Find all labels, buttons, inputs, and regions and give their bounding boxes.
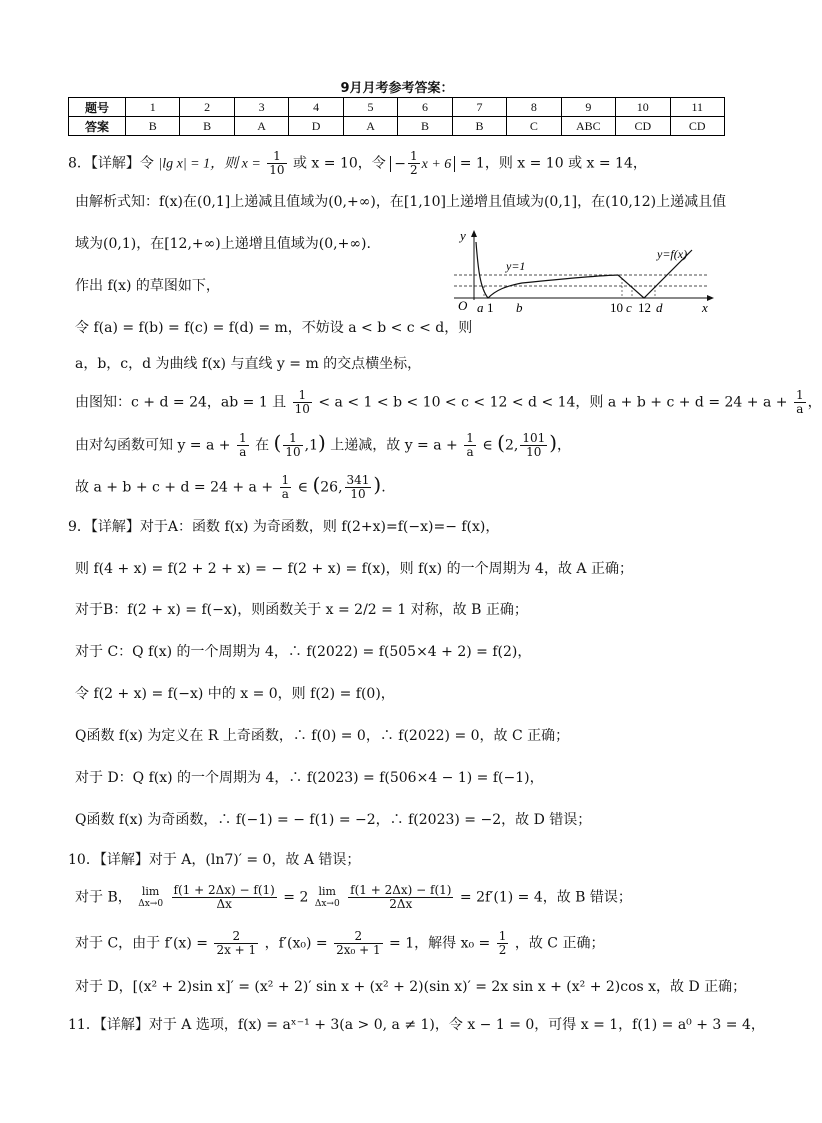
answer-cell: A	[234, 117, 288, 136]
function-sketch-graph	[452, 228, 717, 318]
tick-c: c	[626, 300, 632, 315]
y-axis-arrow	[471, 230, 477, 237]
answer-cell: B	[452, 117, 506, 136]
question-number-cell: 3	[234, 98, 288, 117]
q9-line-3: 对于B：f(2 + x) = f(−x)，则函数关于 x = 2/2 = 1 对称，故 B 正确；	[75, 602, 528, 618]
tick-a: a	[477, 300, 484, 315]
question-number-cell: 2	[180, 98, 234, 117]
q9-line-6: Q函数 f(x) 为定义在 R 上奇函数，∴ f(0) = 0，∴ f(2022) = 0，故 C 正确；	[75, 728, 570, 744]
question-number-cell: 9	[561, 98, 615, 117]
q8-line-7: 由图知：c + d = 24，ab = 1 且 $\frac{1}{10}$ < a < 1 < b < 10 < c < 12 < d < 14，则 a + b + c + d = 24 + a + $\frac{1}{a}$ ，	[75, 388, 822, 416]
fraction: $\frac{1}{10}$	[269, 149, 285, 177]
q8-line-5: 令 f(a) = f(b) = f(c) = f(d) = m，不妨设 a < b < c < d，则	[75, 320, 473, 336]
question-number-cell: 10	[616, 98, 670, 117]
page-title: 9月月考参考答案：	[340, 81, 454, 96]
q8-line-2: 由解析式知：f(x)在(0,1]上递减且值域为(0,+∞)，在[1,10]上递增且值域为(0,1]，在(10,12)上递减且值	[75, 194, 727, 210]
tick-10: 10	[610, 300, 623, 315]
q11-line-1: 11．【详解】对于 A 选项，f(x) = aˣ⁻¹ + 3(a > 0, a ≠ 1)，令 x − 1 = 0，可得 x = 1，f(1) = a⁰ + 3 = 4，	[68, 1017, 765, 1033]
answer-cell: B	[398, 117, 452, 136]
row-label-answer: 答案	[69, 117, 126, 136]
line-label: y=1	[506, 259, 526, 273]
row-label-question: 题号	[69, 98, 126, 117]
y-axis-label: y	[460, 228, 466, 243]
q10-line-2: 对于 B， lim Δx→0 $\frac{f(1 + 2\Delta x) - f(1)}{\Delta x}$ = 2 lim Δx→0 $\frac{f(1 + 2\Delta x) - f(1)}{2\Delta x}$ = 2f′(1) = 4，故 B 错误；	[75, 883, 632, 911]
answer-cell: A	[343, 117, 397, 136]
q8-line-4: 作出 f(x) 的草图如下，	[75, 278, 220, 294]
q9-line-8: Q函数 f(x) 为奇函数，∴ f(−1) = − f(1) = −2，∴ f(2023) = −2，故 D 错误；	[75, 812, 592, 828]
answer-cell: B	[126, 117, 180, 136]
question-number-cell: 11	[670, 98, 724, 117]
answer-table	[68, 97, 725, 136]
tick-1: 1	[487, 300, 494, 315]
q9-line-2: 则 f(4 + x) = f(2 + 2 + x) = − f(2 + x) = f(x)，则 f(x) 的一个周期为 4，故 A 正确；	[75, 561, 633, 577]
question-number-row	[69, 98, 725, 117]
x-axis-arrow	[707, 295, 714, 301]
answer-row	[69, 117, 725, 136]
question-number-cell: 4	[289, 98, 343, 117]
question-number-cell: 5	[343, 98, 397, 117]
answer-cell: C	[507, 117, 561, 136]
q8-line-1: 8．【详解】令 |lg x| = 1，则 x = $\frac{1}{10}$ 或 x = 10，令 − $\frac{1}{2}$ x + 6 = 1，则 x = 10 或 x = 14，	[68, 149, 647, 177]
q8-line-6: a，b，c，d 为曲线 f(x) 与直线 y = m 的交点横坐标，	[75, 356, 422, 372]
answer-cell: D	[289, 117, 343, 136]
answer-cell: CD	[616, 117, 670, 136]
q9-line-4: 对于 C：Q f(x) 的一个周期为 4，∴ f(2022) = f(505×4 + 2) = f(2)，	[75, 644, 532, 660]
question-number-cell: 1	[126, 98, 180, 117]
q9-line-7: 对于 D：Q f(x) 的一个周期为 4，∴ f(2023) = f(506×4 − 1) = f(−1)，	[75, 770, 544, 786]
curve-label: y=f(x)	[657, 247, 688, 261]
question-number-cell: 6	[398, 98, 452, 117]
tick-12: 12	[638, 300, 651, 315]
tick-d: d	[656, 300, 663, 315]
x-axis-label: x	[702, 300, 708, 315]
question-number-cell: 8	[507, 98, 561, 117]
abs-expression: − $\frac{1}{2}$ x + 6	[390, 156, 455, 172]
q8-line-9: 故 a + b + c + d = 24 + a + $\frac{1}{a}$ ∈ (26, $\frac{341}{10}$ ).	[75, 472, 386, 501]
q9-line-5: 令 f(2 + x) = f(−x) 中的 x = 0，则 f(2) = f(0)，	[75, 686, 395, 702]
origin-label: O	[458, 298, 468, 313]
answer-cell: ABC	[561, 117, 615, 136]
q8-line-8: 由对勾函数可知 y = a + $\frac{1}{a}$ 在 ( $\frac{1}{10}$ ,1) 上递减，故 y = a + $\frac{1}{a}$ ∈ (2, $\frac{101}{10}$ )，	[75, 430, 572, 459]
q8-line-3: 域为(0,1)，在[12,+∞)上递增且值域为(0,+∞).	[75, 236, 371, 252]
q10-line-1: 10．【详解】对于 A，(ln7)′ = 0，故 A 错误；	[68, 852, 361, 868]
tick-b: b	[516, 300, 523, 315]
q10-line-4: 对于 D，[(x² + 2)sin x]′ = (x² + 2)′ sin x + (x² + 2)(sin x)′ = 2x sin x + (x² + 2)cos x，故 D 正确；	[75, 979, 747, 995]
q9-line-1: 9．【详解】对于A：函数 f(x) 为奇函数，则 f(2+x)=f(−x)=− f(x)，	[68, 519, 500, 535]
question-number-cell: 7	[452, 98, 506, 117]
q10-line-3: 对于 C，由于 f′(x) = $\frac{2}{2x + 1}$ ，f′(x₀) = $\frac{2}{\text{2x₀ + 1}}$ = 1，解得 x₀ = $\frac{1}{2}$ ，故 C 正确；	[75, 929, 605, 957]
answer-cell: B	[180, 117, 234, 136]
answer-cell: CD	[670, 117, 724, 136]
